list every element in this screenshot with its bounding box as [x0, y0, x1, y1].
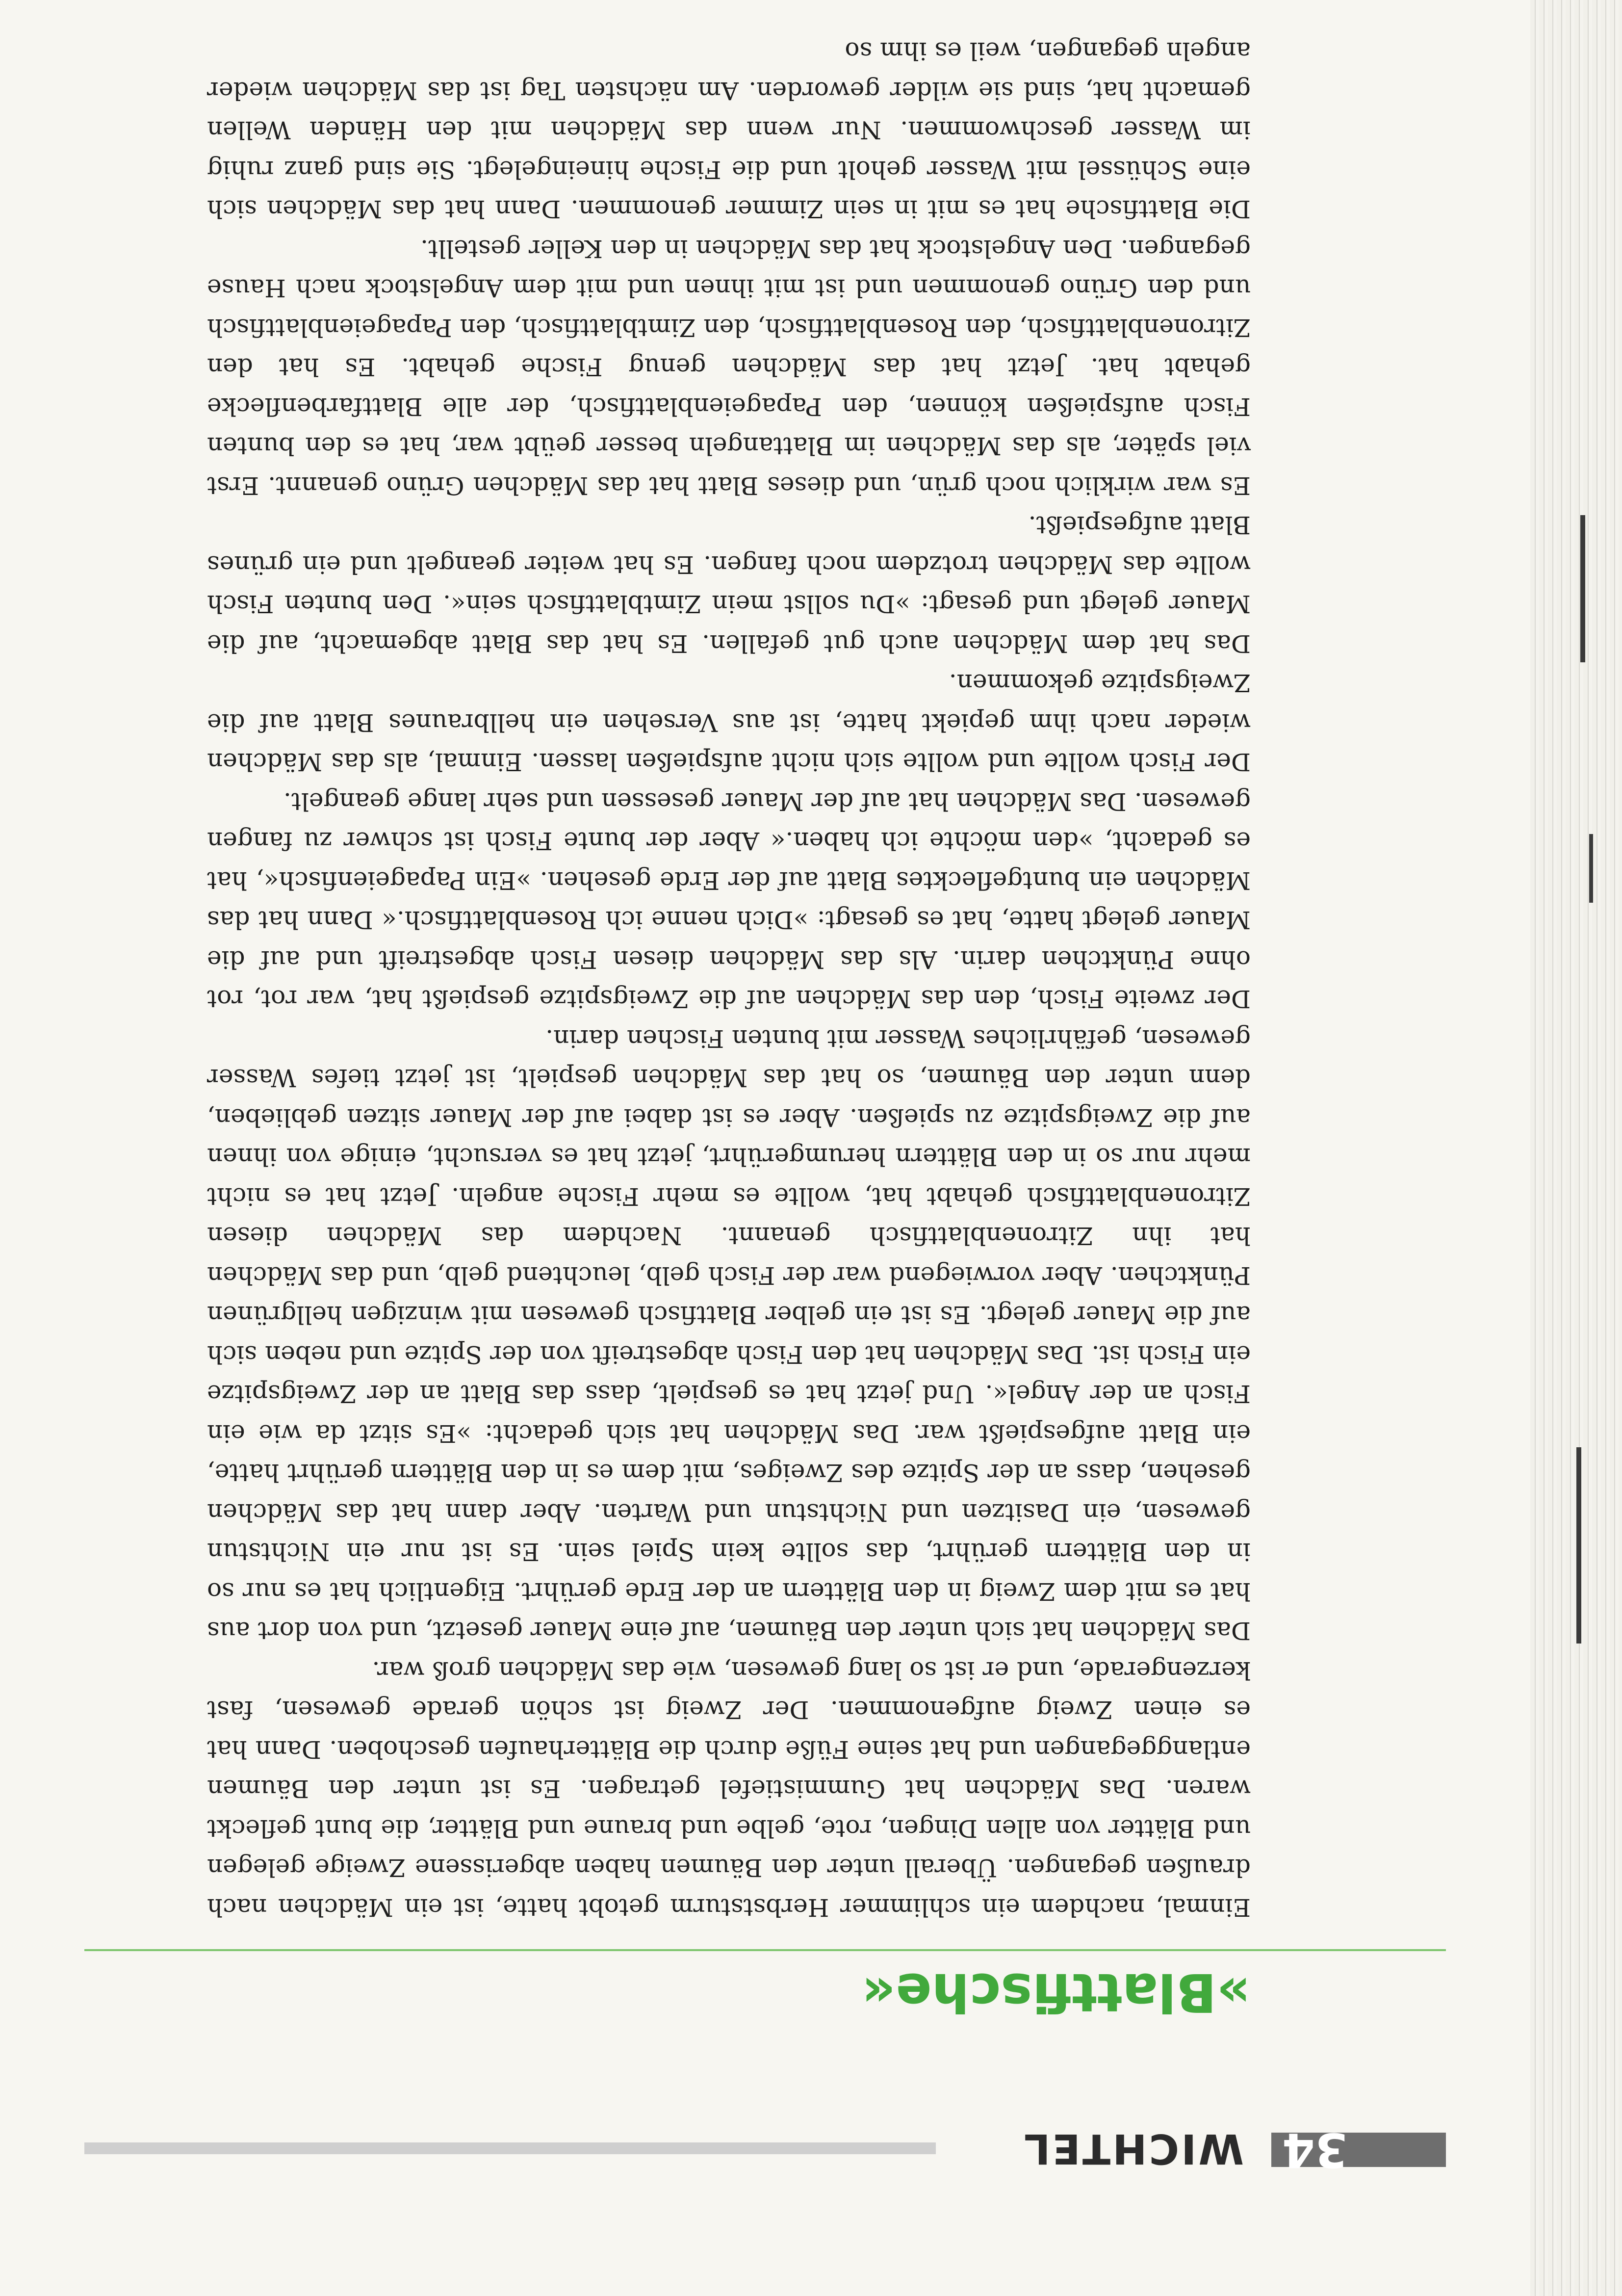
paragraph: Der zweite Fisch, den das Mädchen auf die Zweigspitze gespießt hat, war rot, rot ohne Pünktchen darin. Als das Mädchen diesen Fisch abgestreift und auf die Mauer gelegt hatte, hat es gesagt: »Dich nenne ich Rosenblattfisch.« Dann hat das Mädchen ein buntgeflecktes Blatt auf der Erde gesehen. »Ein Papageienfisch«, hat es gedacht, »den möchte ich haben.« Aber der bunte Fisch ist schwer zu fangen gewesen. Das Mädchen hat auf der Mauer gesessen und sehr lange geangelt. — [207, 787, 1251, 1014]
magazine-header — [84, 2122, 1446, 2177]
edge-mark — [1580, 515, 1585, 662]
edge-mark — [1589, 834, 1593, 903]
paragraph: Das Mädchen hat sich unter den Bäumen, auf eine Mauer gesetzt, und von dort aus hat es mit dem Zweig in den Blättern an der Erde gerührt. Eigentlich hat es nur so in den Blättern gerührt, das sollte kein Spiel sein. Es ist nur ein Nichtstun gewesen, ein Dasitzen und Nichtstun und Warten. Aber dann hat das Mädchen gesehen, dass an der Spitze des Zweiges, mit dem es in den Blättern gerührt hatte, ein Blatt aufgespießt war. Das Mädchen hat sich gedacht: »Es sitzt da wie ein Fisch an der Angel«. Und jetzt hat es gespielt, dass das Blatt an der Zweigspitze ein Fisch ist. Das Mädchen hat den Fisch abgestreift von der Spitze und neben sich auf die Mauer gelegt. Es ist ein gelber Blattfisch gewesen mit winzigen hellgrünen Pünktchen. Aber vorwiegend war der Fisch gelb, leuchtend gelb, und das Mädchen hat ihn Zitronenblattfisch genannt. Nachdem das Mädchen diesen Zitronenblattfisch gehabt hat, wollte es mehr Fische angeln. Jetzt hat es nicht mehr nur so in den Blättern herumgerührt, jetzt hat es versucht, einige von ihnen auf die Zweigspitze zu spießen. Aber es ist dabei auf der Mauer sitzen geblieben, denn unter den Bäumen, so hat das Mädchen gespielt, ist jetzt tiefes Wasser gewesen, gefährliches Wasser mit bunten Fischen darin. — [207, 1024, 1251, 1645]
title-rule — [84, 1949, 1446, 1951]
story-body — [207, 31, 1251, 1927]
paragraph: Das hat dem Mädchen auch gut gefallen. Es hat das Blatt abgemacht, auf die Mauer gelegt und gesagt: »Du sollst mein Zimtblattfisch sein«. Den bunten Fisch wollte das Mädchen trotzdem noch fangen. Es hat weiter geangelt und ein grünes Blatt aufgespießt. — [207, 511, 1251, 658]
page-number: 34 — [1271, 2133, 1446, 2167]
paragraph: Der Fisch wollte und wollte sich nicht aufspießen lassen. Einmal, als das Mädchen wieder nach ihm gepiekt hatte, ist aus Versehen ein hellbraunes Blatt auf die Zweigspitze gekommen. — [207, 669, 1251, 777]
paragraph: Es war wirklich noch grün, und dieses Blatt hat das Mädchen Grüno genannt. Erst viel später, als das Mädchen im Blattangeln besser geübt war, hat es den bunten Fisch aufspießen können, den Papageienblattfisch, der alle Blattfarbenflecke gehabt hat. Jetzt hat das Mädchen genug Fische gehabt. Es hat den Zitronenblattfisch, den Rosenblattfisch, den Zimtblattfisch, den Papageienblattfisch und den Grüno genommen und ist mit ihnen und mit dem Angelstock nach Hause gegangen. Den Angelstock hat das Mädchen in den Keller gestellt. — [207, 235, 1251, 500]
header-band — [84, 2142, 936, 2154]
paragraph: Die Blattfische hat es mit in sein Zimmer genommen. Dann hat das Mädchen sich eine Schüssel mit Wasser geholt und die Fische hineingelegt. Sie sind ganz ruhig im Wasser geschwommen. Nur wenn das Mädchen mit den Händen Wellen gemacht hat, sind sie wilder geworden. Am nächsten Tag ist das Mädchen wieder angeln gegangen, weil es ihm so — [207, 37, 1251, 224]
story-title: »Blattfische« — [861, 1961, 1251, 2023]
magazine-title: WICHTEL — [1022, 2125, 1244, 2173]
edge-mark — [1576, 1447, 1581, 1644]
page-stack-edges — [1530, 0, 1622, 2296]
paragraph: Einmal, nachdem ein schlimmer Herbststurm getobt hatte, ist ein Mädchen nach draußen gegangen. Überall unter den Bäumen haben abgerissene Zweige gelegen und Blätter von allen Dingen, rote, gelbe und braune und Blätter, die bunt gefleckt waren. Das Mädchen hat Gummistiefel getragen. Es ist unter den Bäumen entlanggegangen und hat seine Füße durch die Blätterhaufen geschoben. Dann hat es einen Zweig aufgenommen. Der Zweig ist schön gerade gewesen, fast kerzengerade, und er ist so lang gewesen, wie das Mädchen groß war. — [207, 1656, 1251, 1922]
